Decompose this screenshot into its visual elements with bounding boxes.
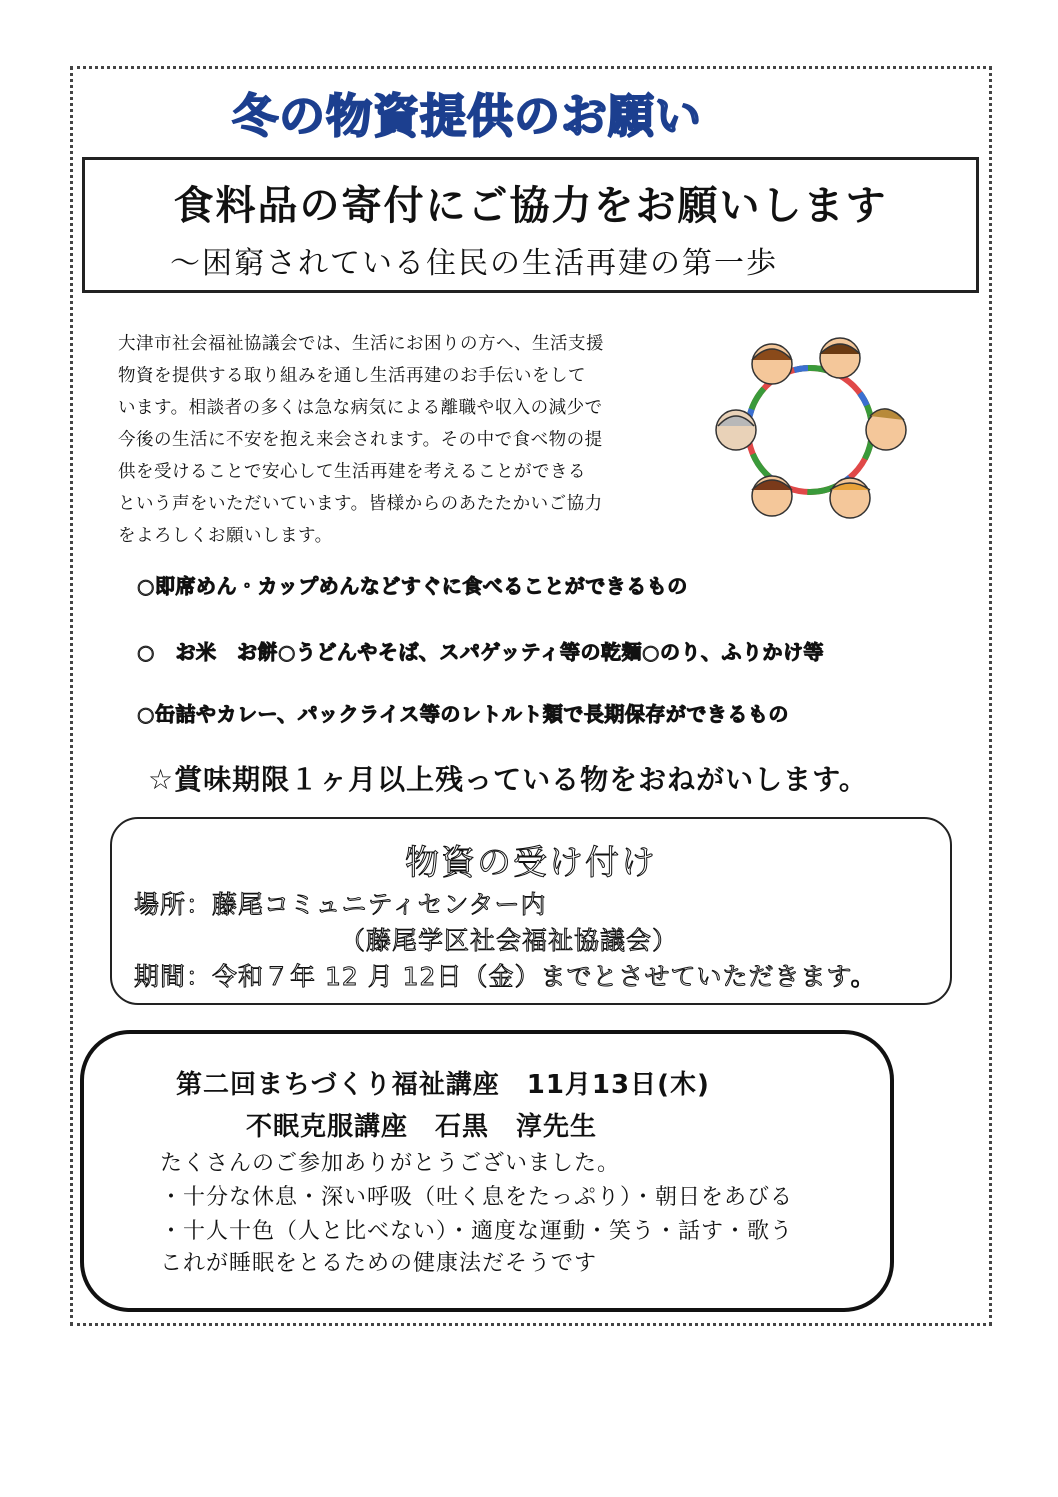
request-item: ○缶詰やカレー、パックライス等のレトルト類で長期保存ができるもの (137, 702, 789, 726)
intro-line: います。相談者の多くは急な病気による離職や収入の減少で (118, 398, 603, 418)
reception-period: 期間：令和７年 12 月 12日（金）までとさせていただきます。 (134, 962, 877, 991)
intro-line: 物資を提供する取り組みを通し生活再建のお手伝いをして (118, 366, 586, 386)
reception-place: 場所：藤尾コミュニティセンター内 (134, 890, 547, 919)
intro-line: 大津市社会福祉協議会では、生活にお困りの方へ、生活支援 (118, 334, 604, 354)
reception-place-sub: （藤尾学区社会福祉協議会） (340, 926, 679, 955)
subheadline: ～困窮されている住民の生活再建の第一歩 (170, 246, 778, 281)
intro-line: 供を受けることで安心して生活再建を考えることができる (118, 462, 586, 482)
intro-line: をよろしくお願いします。 (118, 526, 333, 546)
intro-line: という声をいただいています。皆様からのあたたかいご協力 (118, 494, 603, 514)
lecture-line: ・十人十色（人と比べない）・適度な運動・笑う・話す・歌う (160, 1219, 794, 1244)
lecture-line: たくさんのご参加ありがとうございました。 (160, 1151, 621, 1176)
lecture-box (80, 1030, 894, 1312)
intro-paragraph (118, 328, 658, 552)
expiry-note: ☆賞味期限１ヶ月以上残っている物をおねがいします。 (148, 763, 868, 796)
request-item: ○ お米 お餅○うどんやそば、スパゲッティ等の乾麺○のり、ふりかけ等 (137, 640, 824, 664)
people-holding-hands-circle-icon (710, 330, 910, 530)
headline: 食料品の寄付にご協力をお願いします (173, 183, 888, 229)
intro-line: 今後の生活に不安を抱え来会されます。その中で食べ物の提 (118, 430, 603, 450)
lecture-line: これが睡眠をとるための健康法だそうです (160, 1251, 598, 1276)
lecture-subtitle: 不眠克服講座 石黒 淳先生 (246, 1112, 598, 1142)
lecture-line: ・十分な休息・深い呼吸（吐く息をたっぷり）・朝日をあびる (160, 1185, 794, 1210)
reception-title: 物資の受け付け (405, 843, 657, 883)
reception-box (110, 817, 952, 1005)
request-item: ○即席めん・カップめんなどすぐに食べることができるもの (137, 574, 688, 598)
lecture-title: 第二回まちづくり福祉講座 11月13日(木) (176, 1070, 710, 1100)
page-title: 冬の物資提供のお願い (232, 89, 702, 143)
headline-box (82, 157, 979, 293)
